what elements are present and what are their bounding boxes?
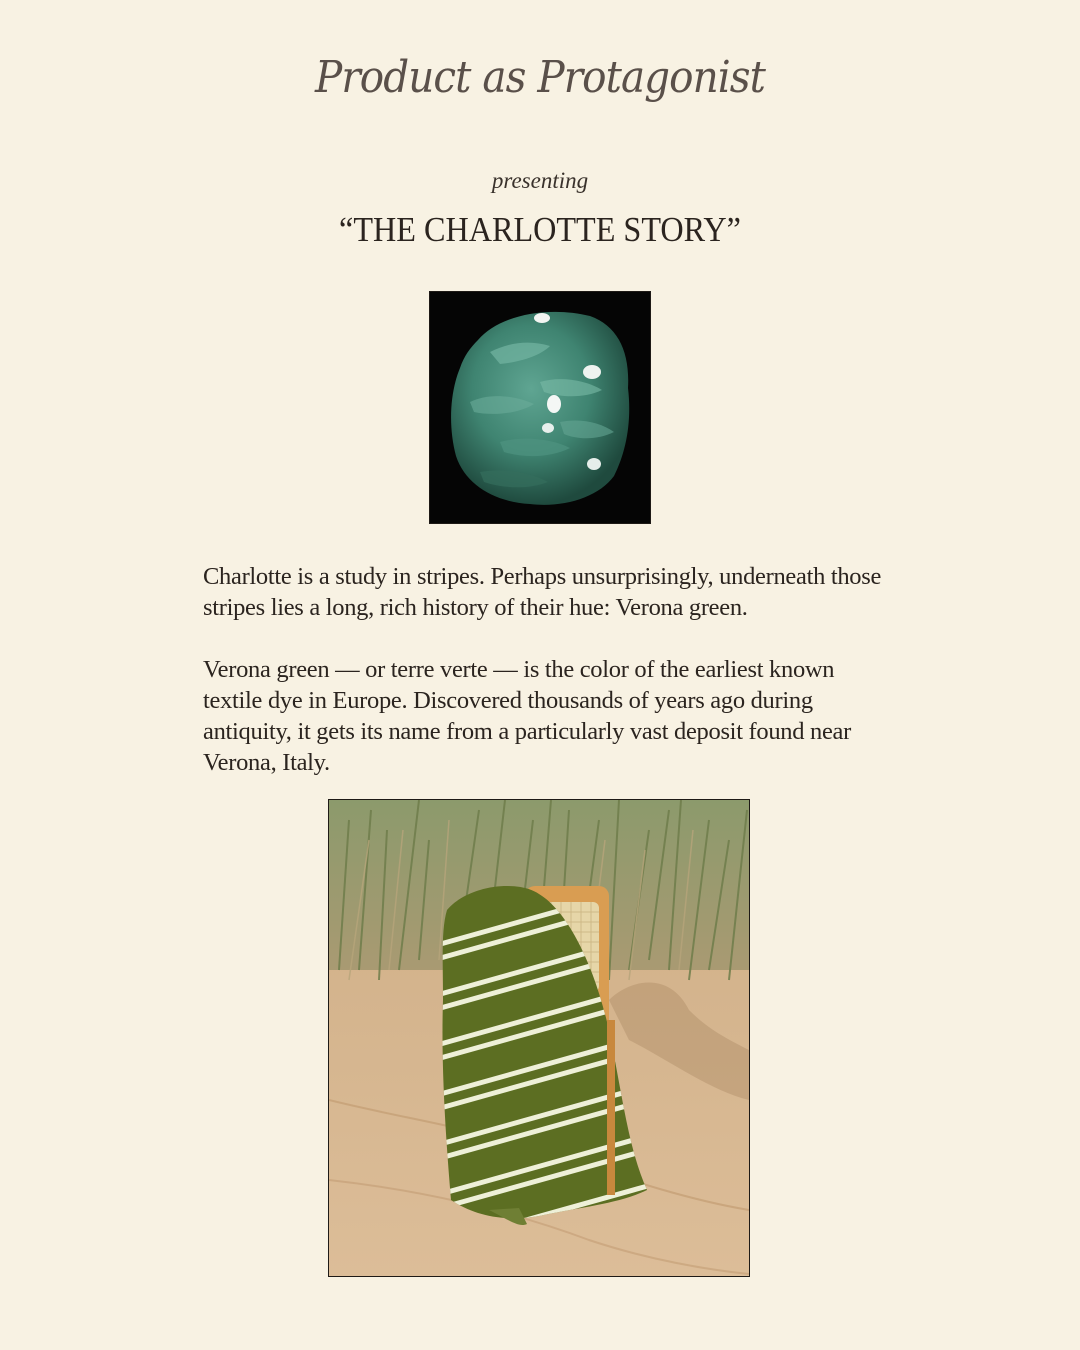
mineral-photo: [429, 291, 651, 524]
paragraph-2: Verona green — or terre verte — is the color of the earliest known textile dye in Europe. Discovered thousands of years ago during antiquity, it gets its name from a particularly vast deposit found near Verona, Italy.: [203, 656, 851, 776]
story-title: “THE CHARLOTTE STORY”: [339, 210, 741, 249]
towel-photo: [328, 799, 750, 1277]
story-body: [203, 561, 883, 809]
mineral-image: [430, 292, 650, 523]
paragraph-1: Charlotte is a study in stripes. Perhaps unsurprisingly, underneath those stripes lies a long, rich history of their hue: Verona green.: [203, 563, 882, 621]
towel-image: [329, 800, 749, 1276]
script-title: Product as Protagonist: [315, 52, 765, 103]
presenting-label: presenting: [491, 168, 589, 193]
